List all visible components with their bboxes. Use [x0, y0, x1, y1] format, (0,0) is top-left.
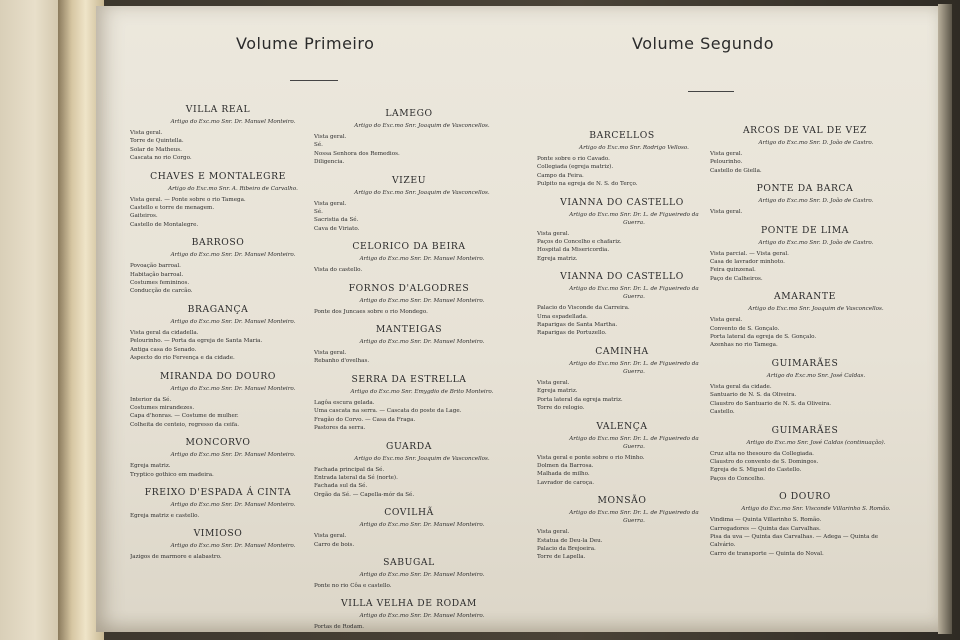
section-author: Artigo do Exc.mo Snr. Joaquim de Vasconcellos. [354, 189, 490, 196]
section-heading: VIANNA DO CASTELLO [560, 196, 684, 208]
section-heading: CAMINHA [595, 345, 649, 357]
left-page-edge [0, 0, 64, 640]
section-heading: AMARANTE [774, 291, 836, 303]
plate-entry: Ponte no rio Côa e castello. [314, 582, 392, 589]
plate-entry: Vista parcial. — Vista geral. [710, 250, 789, 257]
index-section [537, 421, 707, 488]
plate-entry: Egreja matriz. [130, 463, 171, 470]
plate-entry: Colheita de centeio, regresso da ceifa. [130, 421, 240, 428]
index-section [130, 487, 306, 520]
plate-entry: Collegiada (egreja matriz). [537, 164, 614, 171]
index-section [710, 225, 900, 284]
plate-entry: Vista geral. [130, 130, 163, 136]
section-author: Artigo do Exc.mo Snr. Dr. Manuel Monteiro. [359, 522, 485, 529]
plate-entry: Habitação barroal. [130, 271, 184, 278]
index-section [130, 304, 306, 363]
index-section [314, 374, 504, 433]
section-author: Artigo do Exc.mo Snr. Dr. L. de Figueiredo da Guerra. [569, 435, 699, 450]
plate-entry: Nossa Senhora dos Remedios. [314, 150, 400, 157]
section-author: Artigo do Exc.mo Snr. Dr. Manuel Monteiro. [359, 613, 485, 620]
section-heading: ARCOS DE VAL DE VEZ [742, 125, 868, 136]
plate-entry: Conducção de carcão. [130, 288, 193, 295]
section-author: Artigo do Exc.mo Snr. Dr. Manuel Monteiro. [359, 256, 485, 263]
section-author: Artigo do Exc.mo Snr. Dr. Manuel Monteiro. [170, 119, 296, 125]
plate-entry: Vista geral. [537, 379, 570, 386]
plate-entry: Fachada sul da Sé. [314, 483, 368, 490]
section-author: Artigo do Exc.mo Snr. D. João de Castro. [758, 239, 874, 246]
plate-entry: Claustro do convento de S. Domingos. [710, 458, 819, 465]
plate-entry: Torre de Lapella. [537, 554, 586, 561]
plate-entry: Calvário. [710, 542, 736, 549]
section-heading: CHAVES E MONTALEGRE [150, 170, 286, 182]
section-heading: VILLA REAL [185, 104, 251, 115]
plate-entry: Fragão do Corvo. — Casa da Fraga. [314, 416, 416, 423]
section-author: Artigo do Exc.mo Snr. D. João de Castro. [758, 140, 874, 146]
plate-entry: Sé. [314, 209, 323, 216]
plate-entry: Vista do castello. [314, 267, 363, 274]
plate-entry: Vista geral. — Ponte sobre o rio Tamega. [130, 196, 246, 203]
section-author: Artigo do Exc.mo Snr. Dr. L. de Figueiredo da Guerra. [569, 211, 699, 226]
section-heading: SERRA DA ESTRELLA [351, 373, 467, 385]
section-heading: MIRANDA DO DOURO [159, 370, 277, 382]
plate-entry: Torre do relogio. [537, 405, 585, 412]
section-heading: COVILHÃ [384, 507, 434, 519]
index-section [314, 175, 504, 234]
column-volume-1-left [130, 104, 306, 570]
index-section [314, 108, 504, 167]
section-author: Artigo do Exc.mo Snr. Dr. L. de Figueiredo da Guerra. [569, 286, 699, 301]
section-heading: LAMEGO [385, 108, 433, 119]
plate-entry: Rebanho d'ovelhas. [314, 358, 370, 365]
section-author: Artigo do Exc.mo Snr. D. João de Castro. [758, 198, 874, 205]
volume-second-rule [688, 91, 734, 92]
plate-entry: Sacristia da Sé. [314, 217, 359, 224]
plate-entry: Vista geral da cidadella. [130, 329, 199, 336]
plate-entry: Orgão da Sé. — Capella-mór da Sé. [314, 491, 415, 498]
plate-entry: Vista geral e ponte sobre o rio Minho. [537, 454, 645, 461]
plate-entry: Cascata no rio Corgo. [130, 155, 192, 162]
plate-entry: Vista geral. [314, 200, 347, 207]
plate-entry: Vista geral. [537, 230, 570, 237]
plate-entry: Antiga casa do Senado. [130, 346, 197, 353]
plate-entry: Convento de S. Gonçalo. [710, 325, 780, 332]
plate-entry: Diligencia. [314, 159, 345, 166]
section-author: Artigo do Exc.mo Snr. Emygdio de Brito Monteiro. [350, 388, 494, 395]
section-author: Artigo do Exc.mo Snr. Joaquim de Vasconcellos. [748, 306, 884, 313]
page-right-edge [938, 4, 952, 634]
index-section [314, 324, 504, 366]
index-section [130, 237, 306, 296]
plate-entry: Cava de Viriato. [314, 225, 360, 232]
section-heading: MONCORVO [185, 437, 251, 449]
plate-entry: Vista geral. [314, 134, 347, 140]
section-author: Artigo do Exc.mo Snr. Dr. Manuel Monteiro. [359, 297, 485, 304]
plate-entry: Castello de Montalegre. [130, 221, 199, 228]
section-heading: PONTE DA BARCA [756, 183, 854, 195]
section-heading: MONSÃO [597, 495, 647, 507]
section-heading: PONTE DE LIMA [760, 224, 850, 236]
plate-entry: Carro de transporte — Quinta do Noval. [710, 550, 824, 557]
plate-entry: Cruz alta no thesouro da Collegiada. [710, 450, 814, 457]
index-section [537, 130, 707, 189]
index-section [130, 171, 306, 230]
index-section [130, 528, 306, 561]
index-section [130, 437, 306, 479]
section-author: Artigo do Exc.mo Snr. Dr. Manuel Monteiro. [170, 318, 296, 325]
plate-entry: Vista geral. [710, 151, 743, 157]
plate-entry: Tryptico gothico em madeira. [130, 471, 214, 478]
plate-entry: Campo da Feira. [537, 172, 584, 179]
plate-entry: Povoação barroal. [130, 263, 181, 270]
plate-entry: Interior da Sé. [130, 396, 172, 403]
index-section [710, 125, 900, 175]
plate-entry: Porta lateral da egreja de S. Gonçalo. [710, 334, 817, 341]
index-section [710, 358, 900, 417]
plate-entry: Lagôa escura gelada. [314, 399, 375, 406]
section-heading: MANTEIGAS [375, 324, 443, 336]
plate-entry: Egreja matriz. [537, 255, 578, 262]
plate-entry: Malhada de milho. [537, 471, 590, 478]
section-author: Artigo do Exc.mo Snr. Dr. Manuel Monteiro. [359, 339, 485, 346]
section-heading: FORNOS D'ALGODRES [348, 282, 470, 294]
plate-entry: Porta lateral da egreja matriz. [537, 396, 623, 403]
plate-entry: Vista geral da cidade. [710, 383, 772, 390]
plate-entry: Santuario de N. S. da Oliveira. [710, 392, 797, 399]
index-section [537, 271, 707, 338]
column-volume-1-right [314, 108, 504, 640]
plate-entry: Ponte dos Juncaes sobre o rio Mondego. [314, 308, 428, 315]
plate-entry: Paço de Calheiros. [710, 275, 763, 282]
plate-entry: Fachada principal da Sé. [314, 466, 385, 473]
plate-entry: Solar de Matheus. [130, 146, 182, 153]
index-section [314, 283, 504, 316]
section-author: Artigo do Exc.mo Snr. Dr. L. de Figueiredo da Guerra. [569, 510, 699, 525]
plate-entry: Costumes femininos. [130, 280, 190, 287]
plate-entry: Pelourinho. [710, 159, 743, 166]
plate-entry: Pisa da uva — Quinta das Carvalhas. — Adega — Quinta de [710, 533, 879, 540]
section-author: Artigo do Exc.mo Snr. Dr. Manuel Monteiro. [170, 543, 296, 550]
plate-entry: Gaiteiros. [130, 213, 158, 220]
index-section [710, 183, 900, 216]
plate-entry: Aspecto do rio Fervença e da cidade. [130, 355, 235, 362]
plate-entry: Lavrador de caroça. [537, 479, 595, 486]
plate-entry: Pulpito na egreja de N. S. do Terço. [537, 181, 638, 188]
plate-entry: Capa d'honras. — Costume de mulher. [130, 413, 239, 420]
index-section [710, 491, 900, 558]
plate-entry: Carregadores — Quinta das Carvalhas. [710, 525, 821, 532]
section-author: Artigo do Exc.mo Snr. Dr. L. de Figueiredo da Guerra. [569, 360, 699, 375]
index-section [537, 495, 707, 562]
section-author: Artigo do Exc.mo Snr. Dr. Manuel Monteiro. [170, 501, 296, 508]
plate-entry: Ponte sobre o rio Cavado. [537, 156, 610, 162]
plate-entry: Feira quinzenal. [710, 267, 756, 274]
plate-entry: Egreja matriz. [537, 388, 578, 395]
plate-entry: Sé. [314, 142, 323, 149]
plate-entry: Azenhas no rio Tamega. [710, 342, 778, 349]
plate-entry: Paços do Concelho. [710, 475, 765, 482]
section-heading: BARROSO [191, 237, 245, 249]
section-author: Artigo do Exc.mo Snr. José Caldas (continuação). [746, 439, 886, 446]
section-heading: VIMIOSO [193, 528, 243, 540]
section-heading: CELORICO DA BEIRA [352, 241, 466, 253]
plate-entry: Raparigas de Portuzello. [537, 330, 607, 337]
index-section [314, 557, 504, 590]
column-volume-2-left [537, 130, 707, 570]
index-section [537, 346, 707, 413]
section-heading: BRAGANÇA [187, 303, 249, 315]
index-section [537, 197, 707, 264]
plate-entry: Pelourinho. — Porta da egreja de Santa Maria. [130, 338, 263, 345]
section-heading: GUIMARÃES [771, 357, 839, 369]
plate-entry: Carro de bois. [314, 541, 355, 548]
section-heading: VALENÇA [596, 420, 648, 432]
section-author: Artigo do Exc.mo Snr. Dr. Manuel Monteiro. [170, 452, 296, 459]
index-section [710, 425, 900, 484]
index-section [130, 371, 306, 430]
plate-entry: Palacio do Visconde da Carreira. [537, 305, 630, 312]
plate-entry: Estatua de Deu-la Deu. [537, 537, 603, 544]
section-author: Artigo do Exc.mo Snr. Dr. Manuel Monteiro. [170, 385, 296, 392]
plate-entry: Uma cascata na serra. — Cascata do poste da Lage. [314, 408, 462, 415]
volume-first-rule [290, 80, 338, 81]
section-author: Artigo do Exc.mo Snr. Visconde Villarinho S. Romão. [741, 506, 891, 513]
plate-entry: Vista geral. [710, 317, 743, 324]
volume-first-title: Volume Primeiro [236, 34, 375, 53]
index-section [314, 441, 504, 500]
plate-entry: Egreja matriz e castello. [130, 512, 200, 519]
index-section [314, 241, 504, 274]
section-heading: VILLA VELHA DE RODAM [341, 598, 477, 610]
plate-entry: Egreja de S. Miguel do Castello. [710, 467, 802, 474]
plate-entry: Pastores da serra. [314, 425, 366, 432]
section-author: Artigo do Exc.mo Snr. Dr. Manuel Monteiro. [170, 252, 296, 259]
plate-entry: Castello. [710, 409, 735, 416]
section-heading: GUARDA [386, 440, 432, 452]
plate-entry: Vista geral. [710, 209, 743, 216]
section-author: Artigo do Exc.mo Snr. Dr. Manuel Monteiro. [359, 571, 485, 578]
plate-entry: Palacio da Brejoeira. [537, 545, 596, 552]
plate-entry: Paços do Concelho e chafariz. [537, 239, 622, 246]
plate-entry: Claustro do Santuario de N. S. da Oliveira. [710, 400, 832, 407]
plate-entry: Uma espadellada. [537, 313, 588, 320]
plate-entry: Castello e torre de menagem. [130, 205, 215, 212]
section-author: Artigo do Exc.mo Snr. Rodrigo Velloso. [579, 145, 689, 151]
section-author: Artigo do Exc.mo Snr. Joaquim de Vasconcellos. [354, 123, 490, 129]
plate-entry: Entrada lateral da Sé (norte). [314, 474, 398, 481]
plate-entry: Hospital da Misericordia. [537, 247, 610, 254]
section-author: Artigo do Exc.mo Snr. A. Ribeiro de Carvalho. [168, 185, 298, 192]
section-heading: VIZEU [391, 174, 427, 186]
section-author: Artigo do Exc.mo Snr. Joaquim de Vasconcellos. [354, 455, 490, 462]
volume-second-title: Volume Segundo [632, 34, 774, 53]
plate-entry: Vindima — Quinta Villarinho S. Romão. [710, 517, 822, 524]
plate-entry: Raparigas de Santa Martha. [537, 322, 618, 329]
plate-entry: Portas de Rodam. [314, 624, 365, 631]
index-section [130, 104, 306, 163]
section-heading: FREIXO D'ESPADA Á CINTA [144, 486, 292, 498]
plate-entry: Torre de Quintella. [130, 138, 184, 145]
section-heading: BARCELLOS [589, 130, 655, 141]
index-section [710, 291, 900, 350]
index-section [314, 598, 504, 631]
plate-entry: Casa de lavrador minhoto. [710, 259, 785, 266]
section-heading: SABUGAL [383, 556, 435, 568]
section-heading: GUIMARÃES [771, 424, 839, 436]
plate-entry: Dolmen da Barrosa. [537, 462, 594, 469]
index-section [314, 507, 504, 549]
plate-entry: Jazigos de marmore e alabastro. [130, 554, 222, 561]
section-heading: VIANNA DO CASTELLO [560, 271, 684, 283]
column-volume-2-right [710, 125, 900, 566]
plate-entry: Vista geral. [314, 533, 347, 540]
plate-entry: Castello de Giella. [710, 167, 762, 174]
plate-entry: Vista geral. [537, 529, 570, 536]
plate-entry: Costumes mirandezes. [130, 404, 195, 411]
plate-entry: Vista geral. [314, 350, 347, 357]
section-heading: O DOURO [779, 491, 831, 503]
section-author: Artigo do Exc.mo Snr. José Caldas. [766, 372, 866, 379]
